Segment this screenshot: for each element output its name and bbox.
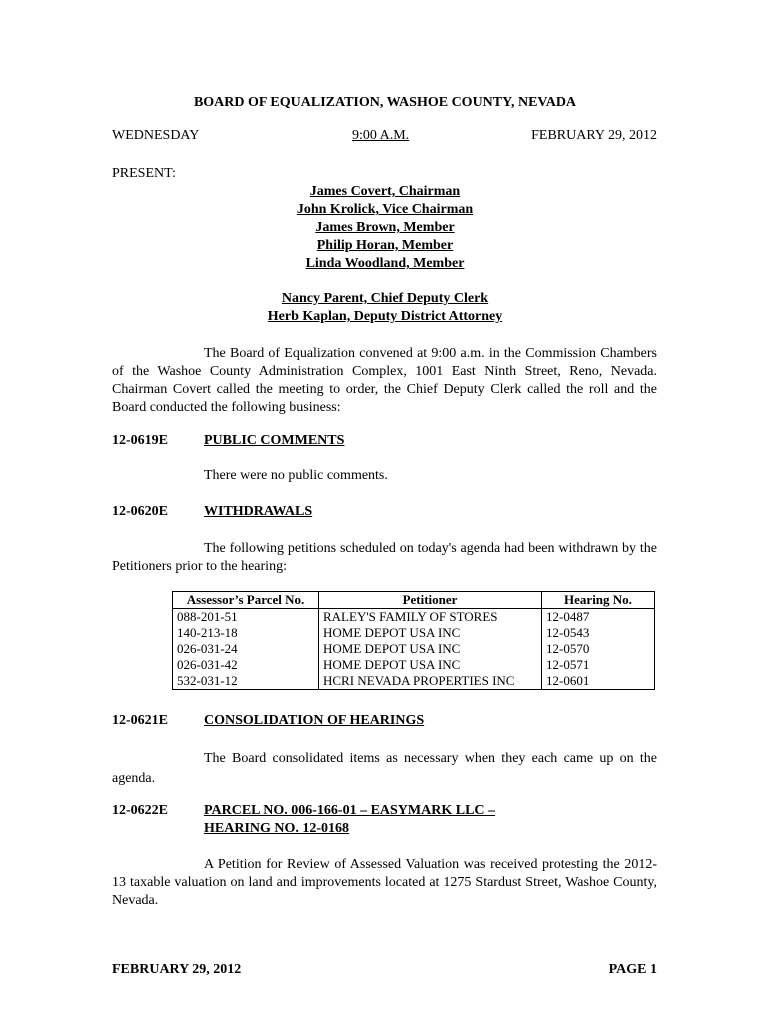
withdrawals-table [172,591,655,690]
table-cell: 12-0570 [542,641,655,657]
item-heading: CONSOLIDATION OF HEARINGS [204,713,425,728]
table-header-row [173,592,655,609]
member-name: John Krolick, Vice Chairman [296,202,474,217]
item-number: 12-0621E [112,713,168,728]
item-heading: HEARING NO. 12-0168 [204,821,350,836]
member-name: Philip Horan, Member [316,238,454,253]
intro-paragraph: The Board of Equalization convened at 9:00 a.m. in the Commission Chambers of the Washoe County Administration Complex, 1001 East Ninth Street, Reno, Nevada. Chairman Covert called the meeting to order, the Chief Deputy Clerk called the roll and the Board conducted the following business: [112,346,657,415]
item-number: 12-0622E [112,803,168,818]
table-cell: HOME DEPOT USA INC [319,625,542,641]
meeting-day: WEDNESDAY [112,128,200,143]
item-number: 12-0620E [112,504,168,519]
table-cell: 12-0601 [542,673,655,690]
item-text: The following petitions scheduled on today's agenda had been withdrawn by the Petitioners prior to the hearing: [112,541,657,574]
item-heading: WITHDRAWALS [204,504,313,519]
table-cell: 140-213-18 [173,625,319,641]
table-cell: 12-0487 [542,609,655,626]
table-row [173,625,655,641]
meeting-time: 9:00 A.M. [352,128,410,143]
item-text: The Board consolidated items as necessary when they each came up on the agenda. [112,751,657,786]
member-name: James Brown, Member [315,220,455,235]
meeting-date: FEBRUARY 29, 2012 [531,128,657,143]
column-header: Assessor’s Parcel No. [173,592,319,609]
table-cell: HOME DEPOT USA INC [319,641,542,657]
table-row [173,609,655,626]
member-name: James Covert, Chairman [309,184,461,199]
item-heading: PUBLIC COMMENTS [204,433,345,448]
footer-date: FEBRUARY 29, 2012 [112,962,242,977]
item-text: There were no public comments. [204,468,388,483]
table-cell: 088-201-51 [173,609,319,626]
table-cell: 12-0571 [542,657,655,673]
staff-name: Herb Kaplan, Deputy District Attorney [267,309,503,324]
table-cell: 026-031-24 [173,641,319,657]
table-row [173,673,655,690]
table-cell: 026-031-42 [173,657,319,673]
table-cell: 12-0543 [542,625,655,641]
item-number: 12-0619E [112,433,168,448]
present-label: PRESENT: [112,166,176,181]
table-cell: RALEY'S FAMILY OF STORES [319,609,542,626]
table-row [173,657,655,673]
item-text: A Petition for Review of Assessed Valuation was received protesting the 2012-13 taxable valuation on land and improvements located at 1275 Stardust Street, Washoe County, Nevada. [112,857,657,908]
member-name: Linda Woodland, Member [305,256,465,271]
table-cell: HCRI NEVADA PROPERTIES INC [319,673,542,690]
table-row [173,641,655,657]
table-cell: HOME DEPOT USA INC [319,657,542,673]
page-title: BOARD OF EQUALIZATION, WASHOE COUNTY, NEVADA [193,95,577,110]
column-header: Petitioner [319,592,542,609]
table-cell: 532-031-12 [173,673,319,690]
item-heading: PARCEL NO. 006-166-01 – EASYMARK LLC – [204,803,496,818]
staff-name: Nancy Parent, Chief Deputy Clerk [281,291,489,306]
column-header: Hearing No. [542,592,655,609]
footer-page-number: PAGE 1 [608,962,657,977]
